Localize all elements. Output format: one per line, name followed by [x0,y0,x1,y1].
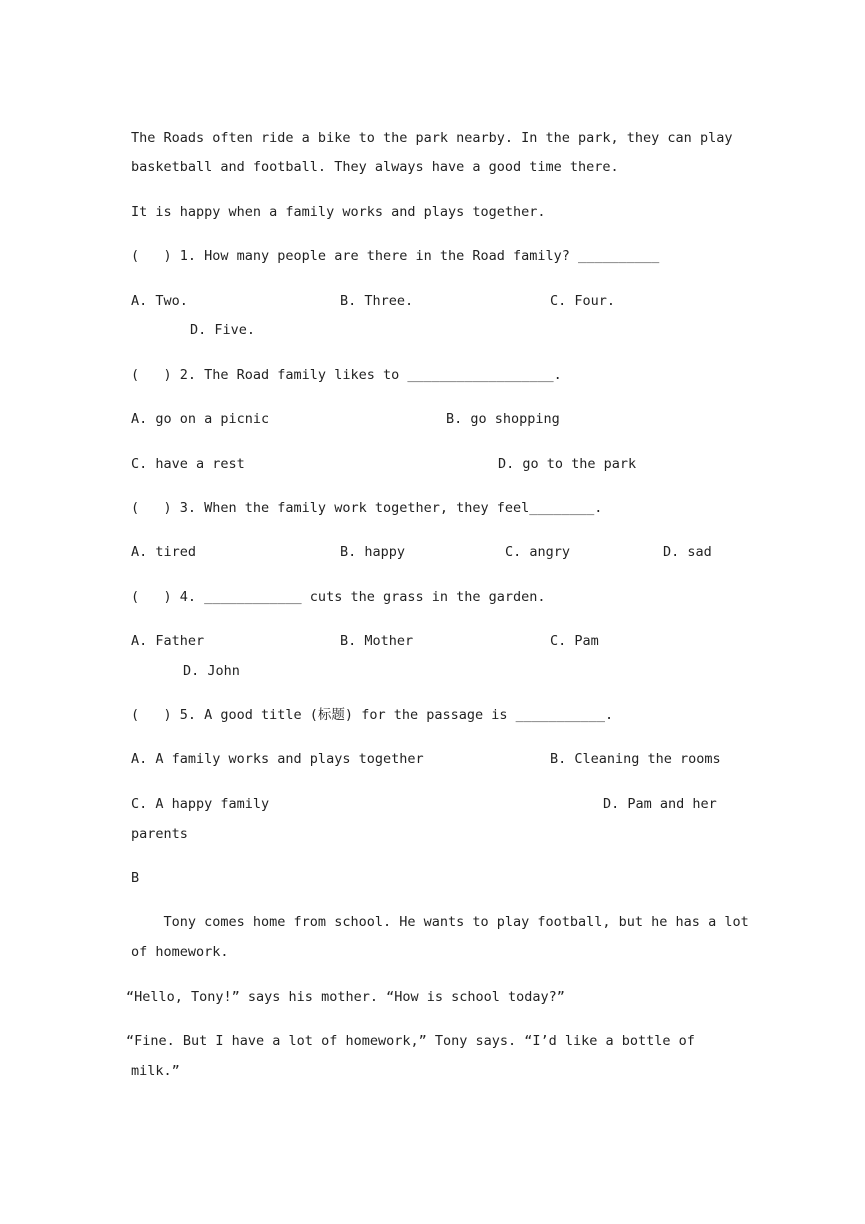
question-2-option-c: C. have a rest [131,456,245,472]
question-5-option-d: D. Pam and her [603,796,717,812]
question-2-option-d: D. go to the park [498,456,637,472]
question-4-option-d: D. John [183,663,240,679]
question-5-option-a: A. A family works and plays together [131,751,424,767]
passage-line: milk.” [131,1063,180,1079]
question-3-option-b: B. happy [340,544,406,560]
question-4-stem: ( ) 4. ____________ cuts the grass in the garden. [131,589,546,605]
question-3-option-a: A. tired [131,544,197,560]
question-5-option-d-continued: parents [131,826,188,842]
question-1-option-b: B. Three. [340,293,414,309]
question-5-stem: ( ) 5. A good title (标题) for the passage is ___________. [131,707,614,723]
question-2-stem: ( ) 2. The Road family likes to __________________. [131,367,562,383]
passage-line: The Roads often ride a bike to the park nearby. In the park, they can play [131,130,733,146]
question-1-option-d: D. Five. [190,322,256,338]
passage-line: “Hello, Tony!” says his mother. “How is school today?” [126,989,565,1005]
question-1-stem: ( ) 1. How many people are there in the Road family? __________ [131,248,660,264]
question-1-option-c: C. Four. [550,293,616,309]
question-1-option-a: A. Two. [131,293,188,309]
question-2-option-b: B. go shopping [446,411,560,427]
passage-line: Tony comes home from school. He wants to play football, but he has a lot [131,914,749,930]
question-4-option-a: A. Father [131,633,205,649]
passage-line: of homework. [131,944,229,960]
question-3-stem: ( ) 3. When the family work together, they feel________. [131,500,603,516]
question-3-option-c: C. angry [505,544,571,560]
passage-line: basketball and football. They always have a good time there. [131,159,619,175]
question-4-option-b: B. Mother [340,633,414,649]
question-5-option-b: B. Cleaning the rooms [550,751,721,767]
question-4-option-c: C. Pam [550,633,599,649]
section-b-heading: B [131,870,140,886]
question-2-option-a: A. go on a picnic [131,411,270,427]
passage-line: “Fine. But I have a lot of homework,” Tony says. “I’d like a bottle of [126,1033,695,1049]
question-5-option-c: C. A happy family [131,796,270,812]
question-3-option-d: D. sad [663,544,712,560]
passage-line: It is happy when a family works and plays together. [131,204,546,220]
